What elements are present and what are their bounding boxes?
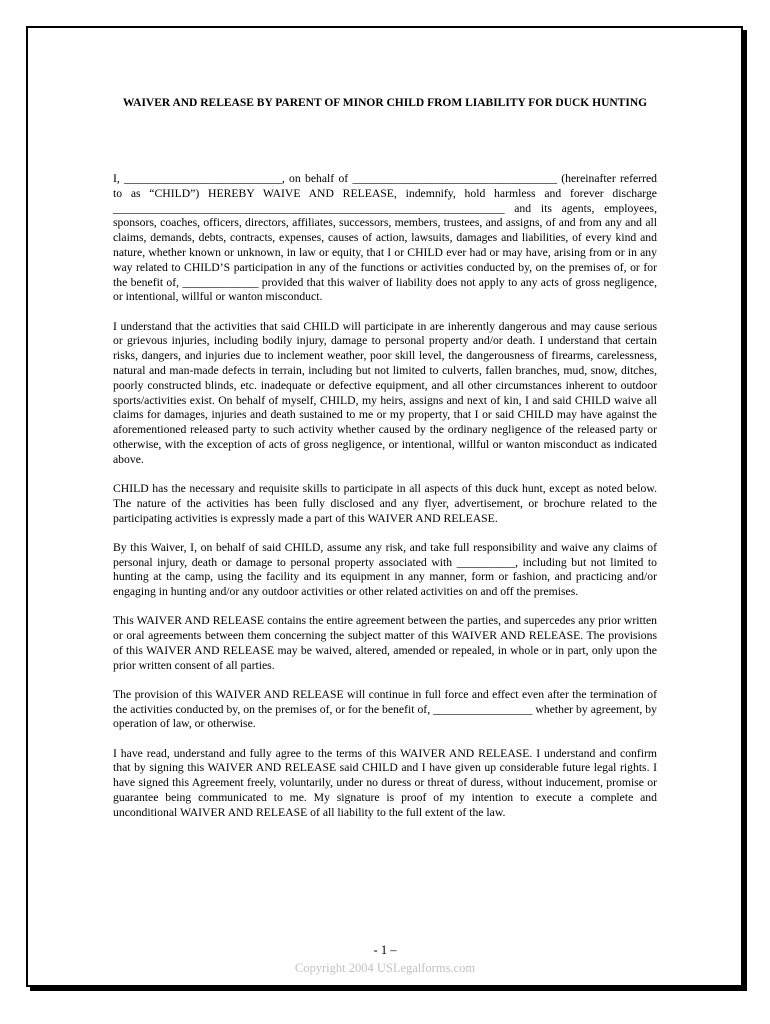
- copyright-notice: Copyright 2004 USLegalforms.com: [294, 961, 476, 975]
- paragraph-skills: CHILD has the necessary and requisite skills to participate in all aspects of this duck hunt, except as noted below. The nature of the activities has been fully disclosed and any flyer, advertisement, or brochure related to the participating activities is expressly made a part of this WAIVER AND RELEASE.: [113, 481, 657, 525]
- paragraph-assume-risk: By this Waiver, I, on behalf of said CHILD, assume any risk, and take full responsibility and waive any claims of personal injury, death or damage to personal property associated with __________, including but not limited to hunting at the camp, using the facility and its equipment in any manner, form or fashion, and practicing and/or engaging in hunting and/or any outdoor activities or other related activities on and off the premises.: [113, 540, 657, 599]
- paragraph-acknowledgement: I have read, understand and fully agree to the terms of this WAIVER AND RELEASE. I understand and confirm that by signing this WAIVER AND RELEASE said CHILD and I have given up considerable future legal rights. I have signed this Agreement freely, voluntarily, under no duress or threat of duress, without inducement, promise or guarantee being communicated to me. My signature is proof of my intention to execute a complete and unconditional WAIVER AND RELEASE of all liability to the full extent of the law.: [113, 746, 657, 819]
- paragraph-waiver-release: I, ___________________________, on behalf of ___________________________________ (hereinafter referred to as “CHILD”) HEREBY WAIVE AND RELEASE, indemnify, hold harmless and forever discharge ___________________________________________________________________ and its agents, employees, sponsors, coaches, officers, directors, affiliates, successors, members, trustees, and assigns, of and from any and all claims, demands, debts, contracts, expenses, causes of action, lawsuits, damages and liabilities, of every kind and nature, whether known or unknown, in law or equity, that I or CHILD ever had or may have, arising from or in any way related to CHILD’S participation in any of the functions or activities conducted by, on the premises of, or for the benefit of, _____________ provided that this waiver of liability does not apply to any acts of gross negligence, or intentional, willful or wanton misconduct.: [113, 172, 657, 304]
- document-title: WAIVER AND RELEASE BY PARENT OF MINOR CHILD FROM LIABILITY FOR DUCK HUNTING: [122, 97, 648, 109]
- paragraph-continuation: The provision of this WAIVER AND RELEASE will continue in full force and effect even after the termination of the activities conducted by, on the premises of, or for the benefit of, _________________ whether by agreement, by operation of law, or otherwise.: [113, 687, 657, 731]
- paragraph-entire-agreement: This WAIVER AND RELEASE contains the entire agreement between the parties, and supercedes any prior written or oral agreements between them concerning the subject matter of this WAIVER AND RELEASE. The provisions of this WAIVER AND RELEASE may be waived, altered, amended or repealed, in whole or in part, only upon the prior written consent of all parties.: [113, 614, 657, 672]
- document-body: [113, 172, 657, 835]
- paragraph-risks: I understand that the activities that said CHILD will participate in are inherently dangerous and may cause serious or grievous injuries, including bodily injury, damage to personal property and/or death. I understand that certain risks, dangers, and injuries due to inclement weather, poor skill level, the dangerousness of firearms, carelessness, natural and man-made defects in terrain, including but not limited to culverts, fallen branches, mud, snow, ditches, poorly constructed blinds, etc. inadequate or defective equipment, and all other circumstances inherent to outdoor sports/activities exist. On behalf of myself, CHILD, my heirs, assigns and next of kin, I and said CHILD waive all claims for damages, injuries and death sustained to me or my property, that I or said CHILD may have against the aforementioned released party to such activity whether caused by the ordinary negligence of the released party or otherwise, with the exception of acts of gross negligence, or intentional, willful or wanton misconduct as indicated above.: [113, 319, 657, 466]
- page-number: - 1 –: [373, 943, 397, 957]
